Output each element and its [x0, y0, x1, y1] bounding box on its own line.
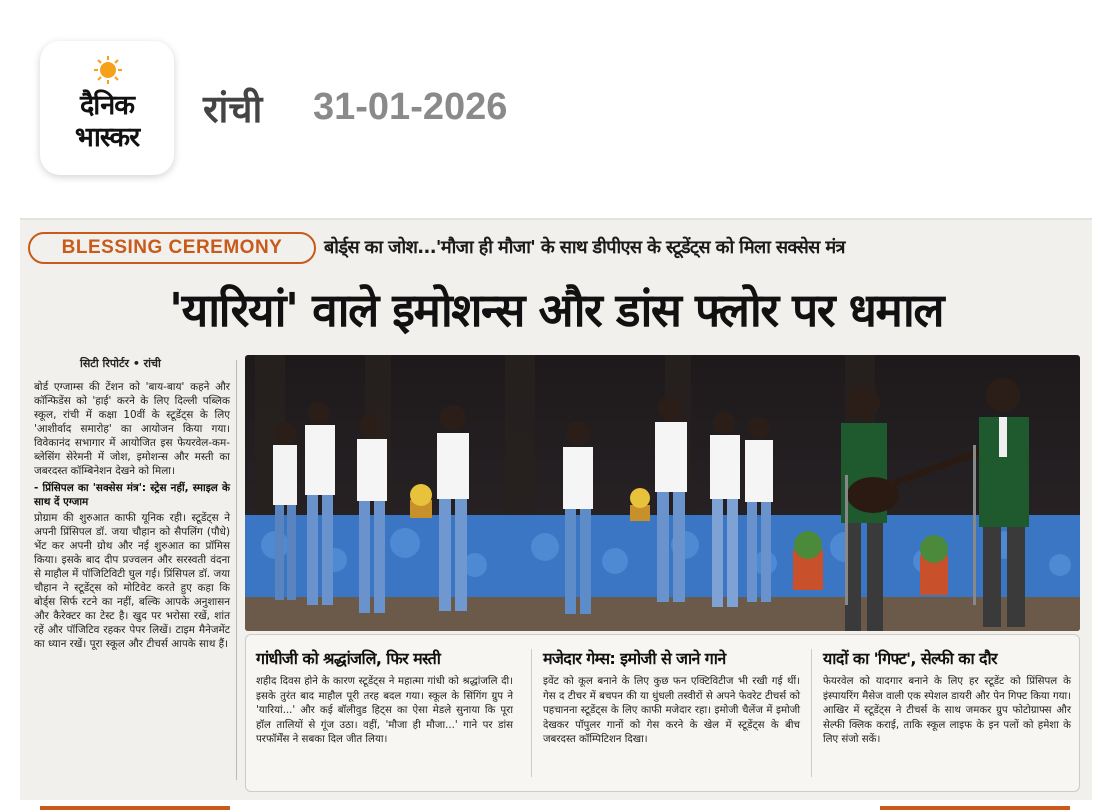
app-header	[0, 0, 1117, 216]
sub-story-text: फेयरवेल को यादगार बनाने के लिए हर स्टूडेंट को प्रिंसिपल के इंस्पायरिंग मैसेज वाली एक स्पेशल डायरी और पेन गिफ्ट किया गया। आखिर में स्टूडेंट्स ने टीचर्स के साथ जमकर ग्रुप फोटोग्राफ्स और सेल्फी क्लिक कराई, ताकि स्कूल लाइफ के इन पलों को हमेशा के लिए संजो सकें।	[823, 676, 1071, 745]
sun-icon	[93, 55, 123, 85]
article-body-left	[34, 380, 230, 653]
sub-story-2	[533, 635, 808, 791]
column-divider	[531, 649, 532, 777]
section-tag: BLESSING CEREMONY	[28, 232, 316, 264]
body-subheading: - प्रिंसिपल का 'सक्सेस मंत्र': स्ट्रेस नहीं, स्माइल के साथ दें एग्जाम	[34, 482, 230, 508]
body-paragraph: बोर्ड एग्जाम्स की टेंशन को 'बाय-बाय' कहने और कॉन्फिडेंस को 'हाई' करने के लिए दिल्ली पब्लिक स्कूल, रांची में कक्षा 10वीं के स्टूडेंट्स के लिए 'आशीर्वाद समारोह' का आयोजन किया गया। विवेकानंद सभागार में आयोजित इस फेयरवेल-कम-ब्लेसिंग सेरेमनी में जोश, इमोशन्स और मस्ती का जबरदस्त कॉम्बिनेशन देखने को मिला।	[34, 381, 230, 477]
dainik-bhaskar-logo[interactable]	[40, 41, 174, 175]
footer-decoration	[40, 806, 230, 810]
body-paragraph: प्रोग्राम की शुरुआत काफी यूनिक रही। स्टूडेंट्स ने अपनी प्रिंसिपल डॉ. जया चौहान को सैपलिंग (पौधे) भेंट कर अपनी ग्रोथ और नई शुरुआत का प्रॉमिस किया। इसके बाद दीप प्रज्वलन और सरस्वती वंदना से माहौल में पॉजिटिविटी घुल गई। प्रिंसिपल डॉ. जया चौहान ने स्टूडेंट्स को मोटिवेट करते हुए कहा कि बोर्ड्स सिर्फ रटने का नहीं, बल्कि आपके अनुशासन और कैरेक्टर का टेस्ट है। खुद पर भरोसा रखें, शांत रहें और पॉजिटिव रहकर पेपर लिखें। टाइम मैनेजमेंट का ध्यान रखें। पूरा स्कूल और टीचर्स आपके साथ हैं।	[34, 512, 230, 650]
sub-story-title: गांधीजी को श्रद्धांजलि, फिर मस्ती	[256, 649, 441, 668]
logo-text-bhaskar: भास्कर	[74, 122, 140, 153]
article-kicker: बोर्ड्स का जोश...'मौजा ही मौजा' के साथ डीपीएस के स्टूडेंट्स को मिला सक्सेस मंत्र	[324, 237, 845, 258]
edition-city[interactable]: रांची	[203, 87, 263, 131]
logo-text-dainik: दैनिक	[79, 90, 135, 121]
sub-stories	[245, 634, 1080, 792]
event-photo	[245, 355, 1080, 631]
sub-story-text: इवेंट को कूल बनाने के लिए कुछ फन एक्टिविटीज भी रखी गई थीं। गेस द टीचर में बचपन की या धुंधली तस्वीरों से अपने फेवरेट टीचर्स को पहचानना स्टूडेंट्स के लिए काफी मजेदार रहा। इमोजी चैलेंज में इमोजी देखकर पॉपुलर गानों को गेस करने के खेल में स्टूडेंट्स के बीच जबरदस्त कॉम्पिटिशन दिखा।	[543, 676, 800, 745]
sub-story-title: मजेदार गेम्स: इमोजी से जाने गाने	[543, 649, 726, 668]
sub-story-3	[813, 635, 1079, 791]
sub-story-title: यादों का 'गिफ्ट', सेल्फी का दौर	[823, 649, 997, 668]
sub-story-1	[246, 635, 521, 791]
footer-decoration	[880, 806, 1070, 810]
edition-date[interactable]: 31-01-2026	[313, 86, 508, 128]
stage-illustration	[245, 355, 1080, 631]
article-headline: 'यारियां' वाले इमोशन्स और डांस फ्लोर पर धमाल	[168, 283, 944, 337]
article-byline: सिटी रिपोर्टर • रांची	[80, 357, 161, 370]
column-divider	[811, 649, 812, 777]
column-divider	[236, 360, 237, 780]
sub-story-text: शहीद दिवस होने के कारण स्टूडेंट्स ने महात्मा गांधी को श्रद्धांजलि दी। इसके तुरंत बाद माहौल पूरी तरह बदल गया। स्कूल के सिंगिंग ग्रुप ने 'यारियां...' और कई बॉलीवुड हिट्स का ऐसा मेडले सुनाया कि पूरा हॉल तालियों से गूंज उठा। वहीं, 'मौजा ही मौजा...' गाने पर डांस परफॉर्मेंस ने सबका दिल जीत लिया।	[256, 676, 513, 745]
